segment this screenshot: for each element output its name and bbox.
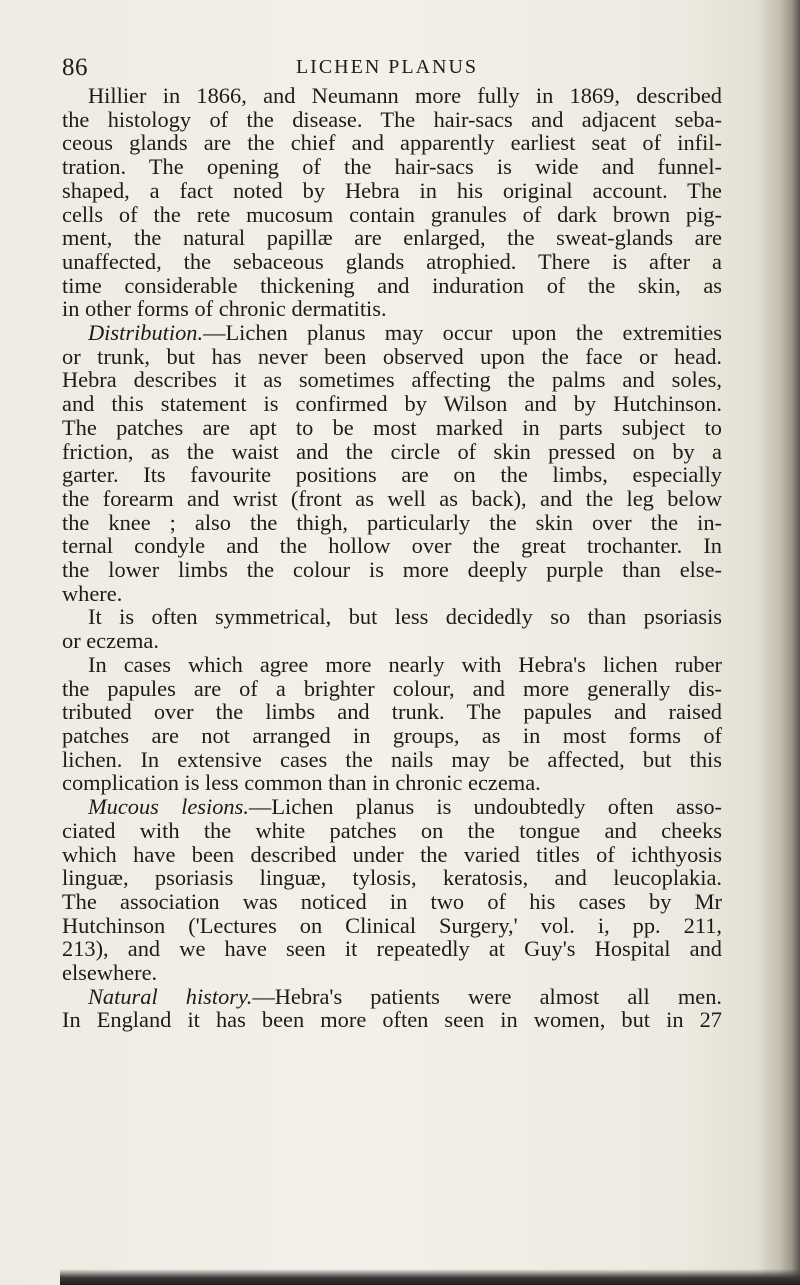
text-line: —Hebra's patients were almost all men.: [252, 983, 722, 1009]
text-line: in other forms of chronic dermatitis.: [62, 296, 387, 322]
text-line: shaped, a fact noted by Hebra in his original account. The: [62, 177, 722, 203]
page-bottom-shadow: [60, 1269, 800, 1285]
text-line: the forearm and wrist (front as well as back), and the leg below: [62, 485, 722, 511]
heading-distribution: Distribution.: [88, 320, 204, 346]
text-line: tributed over the limbs and trunk. The papules and raised: [62, 699, 722, 725]
text-line: ment, the natural papillæ are enlarged, the sweat-glands are: [62, 225, 722, 251]
text-line: friction, as the waist and the circle of skin pressed on by a: [62, 438, 722, 464]
text-line: Hebra describes it as sometimes affecting the palms and soles,: [62, 367, 722, 393]
paragraph-natural-history: [62, 985, 722, 1009]
page-number: 86: [62, 54, 88, 81]
text-line: cells of the rete mucosum contain granules of dark brown pig-: [62, 201, 722, 227]
text-line: ternal condyle and the hollow over the great trochanter. In: [62, 533, 722, 559]
text-line: Hillier in 1866, and Neumann more fully in 1869, described: [88, 83, 722, 108]
heading-natural-history: Natural history.: [88, 983, 253, 1009]
text-line: It is often symmetrical, but less decidedly so than psoriasis: [88, 604, 722, 630]
text-line: The patches are apt to be most marked in parts subject to: [62, 414, 722, 440]
paragraph-mucous-lesions: [62, 795, 722, 819]
paragraph-distribution: [62, 321, 722, 345]
text-line: unaffected, the sebaceous glands atrophied. There is after a: [62, 248, 722, 274]
text-line: In England it has been more often seen in women, but in 27: [62, 1007, 722, 1033]
text-line: The association was noticed in two of his cases by Mr: [62, 888, 722, 914]
text-line: 213), and we have seen it repeatedly at Guy's Hospital and: [62, 936, 722, 962]
heading-mucous-lesions: Mucous lesions.: [88, 794, 249, 820]
running-head: LICHEN PLANUS: [295, 56, 479, 78]
text-line: the histology of the disease. The hair-sacs and adjacent seba-: [62, 106, 722, 132]
text-line: —Lichen planus may occur upon the extremities: [203, 320, 722, 346]
text-line: complication is less common than in chronic eczema.: [62, 770, 541, 796]
text-line: tration. The opening of the hair-sacs is wide and funnel-: [62, 154, 722, 180]
text-line: lichen. In extensive cases the nails may be affected, but this: [62, 746, 722, 772]
text-line: time considerable thickening and induration of the skin, as: [62, 272, 722, 298]
text-line: ceous glands are the chief and apparently earliest seat of infil-: [62, 130, 722, 156]
text-line: In cases which agree more nearly with Hebra's lichen ruber: [88, 651, 722, 677]
text-line: elsewhere.: [62, 960, 158, 986]
text-line: linguæ, psoriasis linguæ, tylosis, keratosis, and leucoplakia.: [62, 865, 722, 891]
text-line: garter. Its favourite positions are on the limbs, especially: [62, 462, 722, 488]
text-line: ciated with the white patches on the tongue and cheeks: [62, 817, 722, 843]
text-line: patches are not arranged in groups, as in most forms of: [62, 722, 722, 748]
body-text: [62, 84, 722, 1032]
text-line: and this statement is confirmed by Wilson and by Hutchinson.: [62, 391, 722, 417]
text-line: the lower limbs the colour is more deeply purple than else-: [62, 557, 722, 583]
text-line: the papules are of a brighter colour, and more generally dis-: [62, 675, 722, 701]
text-line: which have been described under the varied titles of ichthyosis: [62, 841, 722, 867]
text-line: Hutchinson ('Lectures on Clinical Surgery,' vol. i, pp. 211,: [62, 912, 722, 938]
text-line: the knee ; also the thigh, particularly the skin over the in-: [62, 509, 722, 535]
text-line: —Lichen planus is undoubtedly often asso-: [248, 794, 722, 820]
page-edge-shadow: [758, 0, 800, 1285]
text-line: or trunk, but has never been observed upon the face or head.: [62, 343, 722, 369]
text-line: where.: [62, 580, 123, 606]
text-line: or eczema.: [62, 628, 159, 654]
